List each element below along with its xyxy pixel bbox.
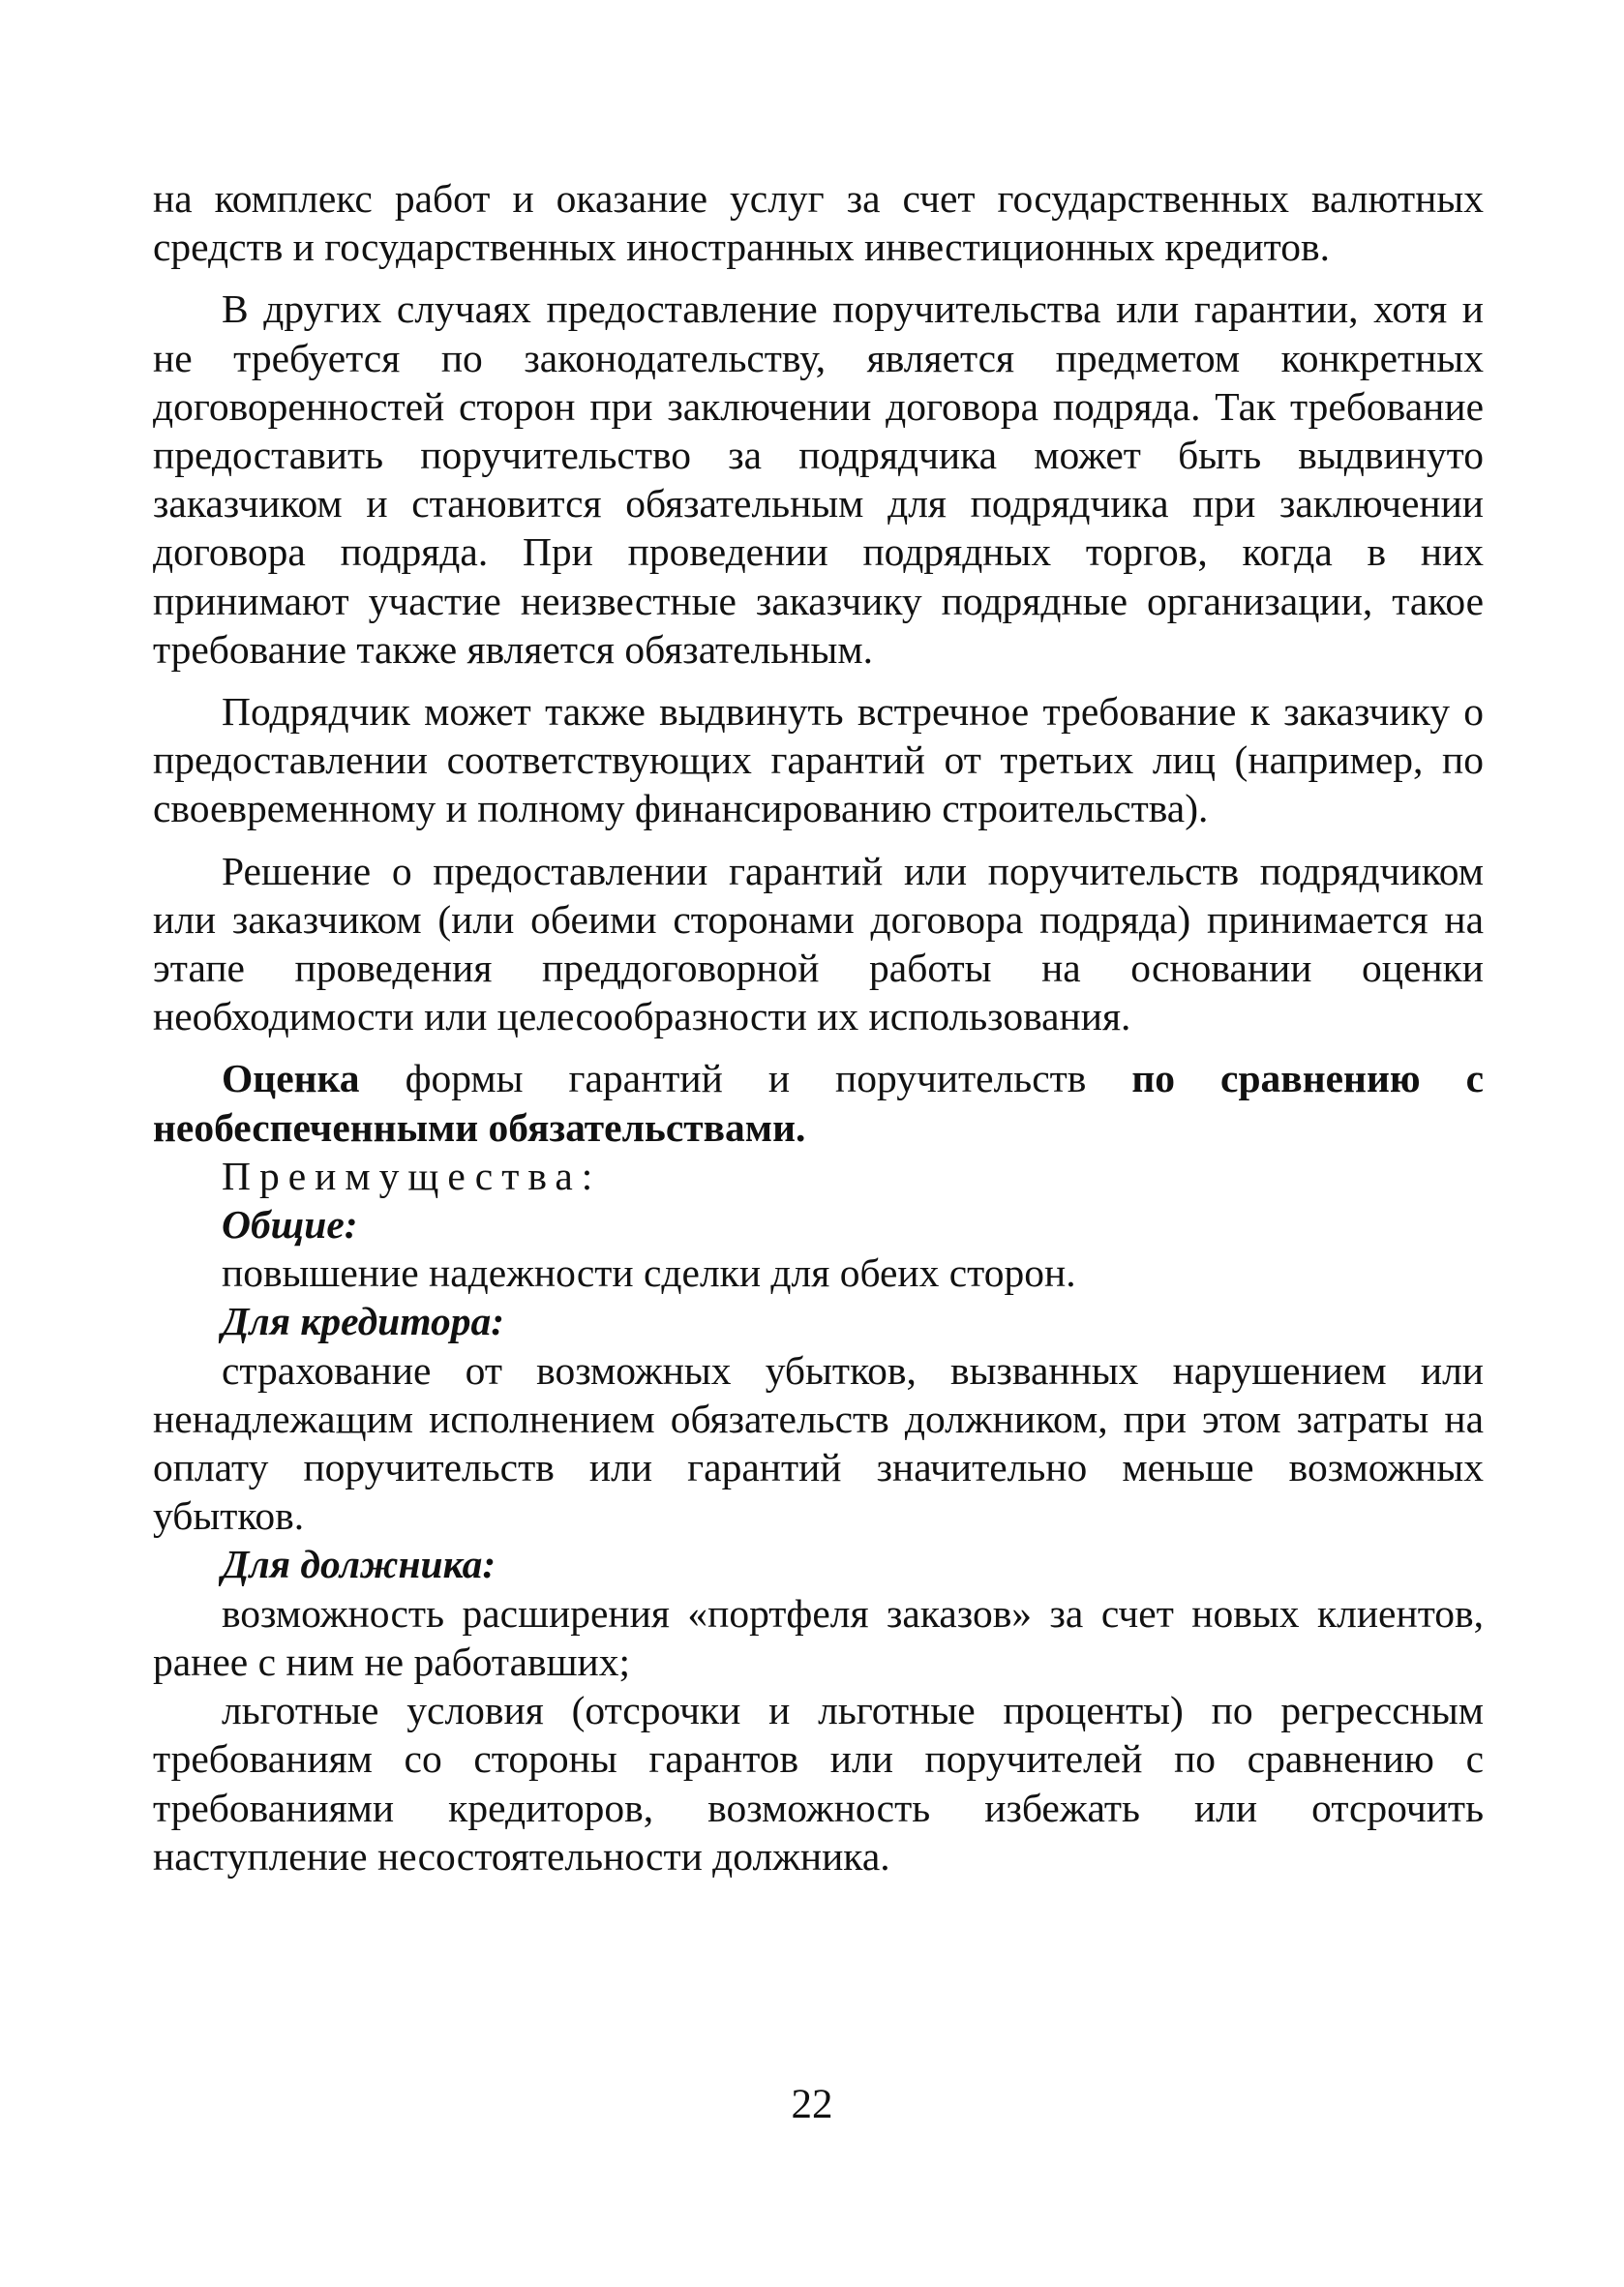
creditor-label: Для кредитора: bbox=[222, 1299, 505, 1344]
paragraph-4: Решение о предоставлении гарантий или поручительств подрядчиком или заказчиком (или обеими сторонами договора подряда) принимается на этапе проведения преддоговорной работы на основании оценки необходимости или целесообразности их использования. bbox=[153, 848, 1484, 1039]
paragraph-2: В других случаях предоставление поручительства или гарантии, хотя и не требуется по законодательству, является предметом конкретных договоренностей сторон при заключении договора подряда. Так требование предоставить поручительство за подрядчика может быть выдвинуто заказчиком и становится обязательным для подрядчика при заключении договора подряда. При проведении подрядных торгов, когда в них принимают участие неизвестные заказчику подрядные организации, такое требование также является обязательным. bbox=[153, 286, 1484, 672]
paragraph-1: на комплекс работ и оказание услуг за счет государственных валютных средств и государственных иностранных инвестиционных кредитов. bbox=[153, 176, 1484, 270]
debtor-label: Для должника: bbox=[222, 1542, 496, 1587]
assessment-middle: формы гарантий и поручительств bbox=[359, 1056, 1132, 1101]
paragraph-3: Подрядчик может также выдвинуть встречное требование к заказчику о предоставлении соответствующих гарантий от третьих лиц (например, по своевременному и полному финансированию строительства). bbox=[153, 689, 1484, 831]
assessment-heading bbox=[153, 1054, 1484, 1151]
page-body bbox=[153, 174, 1484, 1881]
advantages-heading bbox=[153, 1152, 1484, 1200]
debtor-text-1: возможность расширения «портфеля заказов» за счет новых клиентов, ранее с ним не работавших; bbox=[153, 1590, 1484, 1684]
debtor-text-2: льготные условия (отсрочки и льготные проценты) по регрессным требованиям со стороны гарантов или поручителей по сравнению с требованиями кредиторов, возможность избежать или отсрочить наступление несостоятельности должника. bbox=[153, 1688, 1484, 1879]
creditor-text: страхование от возможных убытков, вызванных нарушением или ненадлежащим исполнением обязательств должником, при этом затраты на оплату поручительств или гарантий значительно меньше возможных убытков. bbox=[153, 1347, 1484, 1539]
page-number: 22 bbox=[791, 2082, 833, 2127]
general-text: повышение надежности сделки для обеих сторон. bbox=[222, 1250, 1076, 1296]
advantages-heading-text: Преимущества: bbox=[222, 1153, 602, 1198]
assessment-bold-end: по сравнению с необеспеченными обязательствами. bbox=[153, 1056, 1484, 1150]
general-label: Общие: bbox=[222, 1202, 358, 1248]
assessment-bold-start: Оценка bbox=[222, 1056, 360, 1101]
